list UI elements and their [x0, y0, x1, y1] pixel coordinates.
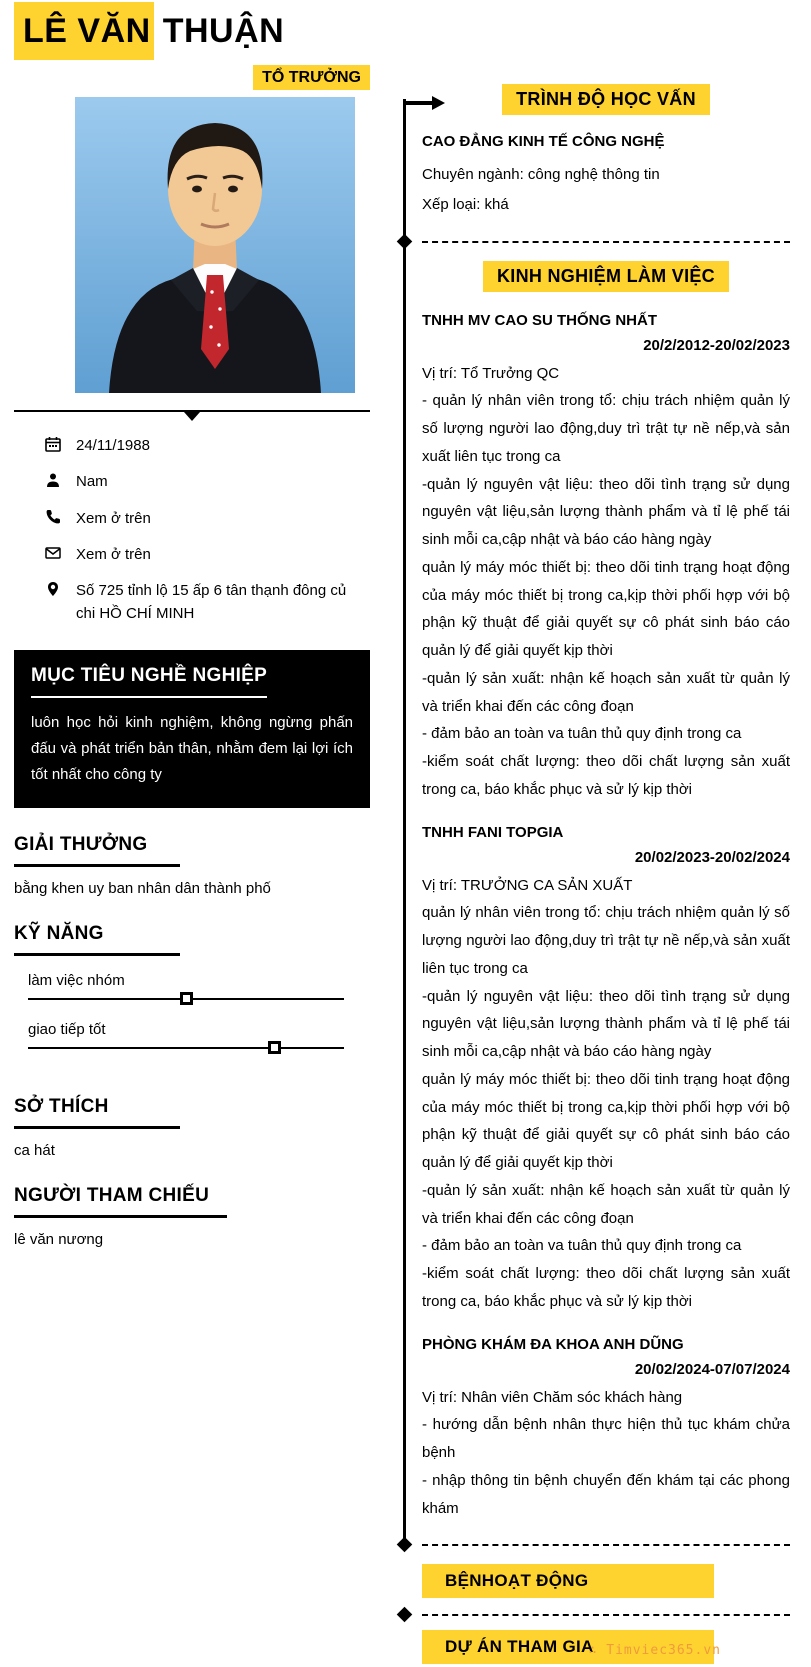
info-row-gender	[45, 470, 370, 493]
job-detail: - đảm bảo an toàn va tuân thủ quy định trong ca	[422, 1237, 742, 1255]
person-icon	[45, 472, 61, 488]
education-major: Chuyên ngành: công nghệ thông tin	[422, 166, 660, 183]
section-separator	[422, 1614, 790, 1616]
job-detail: -quản lý nguyên vật liệu: theo dõi tình trạng sử dụng nguyên vật liệu,sản lượng thành phẩm và tỉ lệ phế tái sinh mỗi ca,cập nhật và báo cáo hàng ngày	[422, 475, 790, 548]
job-detail: - hướng dẫn bệnh nhân thực hiện thủ tục khám chửa bệnh	[422, 1416, 790, 1461]
section-separator	[422, 1544, 790, 1546]
job-detail: quản lý máy móc thiết bị: theo dõi tinh trạng hoạt động của máy móc thiết bị trong ca,kịp thời phối hợp với bộ phận kỹ thuật để giải quyết sự cô phát sinh báo cáo quản lý để giải quyết kịp thời	[422, 558, 790, 659]
job-role: Vị trí: Nhân viên Chăm sóc khách hàng	[422, 1388, 683, 1406]
job-company: PHÒNG KHÁM ĐA KHOA ANH DŨNG	[422, 1335, 684, 1353]
skill-label: giao tiếp tốt	[28, 1021, 106, 1039]
experience-header	[422, 261, 790, 292]
job-entry-1	[422, 312, 790, 804]
location-icon	[45, 581, 61, 597]
phone-value: Xem ở trên	[76, 509, 151, 527]
awards-title: GIẢI THƯỞNG	[14, 834, 180, 867]
photo-divider	[14, 410, 370, 412]
job-detail: -quản lý sản xuất: nhận kế hoạch sản xuất từ quản lý và triển khai đến các công đoạn	[422, 1181, 790, 1227]
activities-title: BỆNHOẠT ĐỘNG	[422, 1564, 714, 1598]
left-column	[14, 12, 370, 1248]
skill-item	[14, 972, 370, 1000]
job-period: 20/02/2024-07/07/2024	[634, 1360, 790, 1378]
education-school: CAO ĐẲNG KINH TẾ CÔNG NGHỆ	[422, 133, 665, 150]
job-detail: - nhập thông tin bệnh chuyển đến khám tại các phong khám	[422, 1471, 790, 1517]
profile-photo	[75, 97, 355, 393]
skills-section	[14, 897, 370, 1049]
job-detail: quản lý nhân viên trong tổ: chịu trách nhiệm quản lý số lượng người lao động,duy trì trật tự nề nếp,và sản xuất liên tục trong ca	[422, 904, 790, 977]
education-header	[422, 84, 790, 115]
hobbies-section	[14, 1070, 370, 1159]
email-value: Xem ở trên	[76, 545, 151, 563]
job-detail: -quản lý sản xuất: nhận kế hoạch sản xuất từ quản lý và triển khai đến các công đoạn	[422, 669, 790, 715]
skill-slider[interactable]	[28, 1047, 344, 1049]
skill-item	[14, 1021, 370, 1049]
birthday-value: 24/11/1988	[76, 437, 150, 454]
skill-slider-handle[interactable]	[268, 1041, 281, 1054]
job-entry-2	[422, 824, 790, 1316]
email-icon	[45, 545, 61, 561]
hobbies-text: ca hát	[14, 1142, 55, 1160]
job-detail: - đảm bảo an toàn va tuân thủ quy định trong ca	[422, 725, 742, 743]
phone-icon	[45, 509, 61, 525]
references-title: NGƯỜI THAM CHIẾU	[14, 1185, 227, 1218]
job-period: 20/02/2023-20/02/2024	[634, 848, 790, 866]
job-detail: -kiểm soát chất lượng: theo dõi chất lượng sản xuất trong ca, báo khắc phục và sử lý kịp thời	[422, 1265, 790, 1310]
education-title: TRÌNH ĐỘ HỌC VẤN	[502, 84, 710, 115]
candidate-name	[14, 12, 370, 51]
job-detail: - quản lý nhân viên trong tổ: chịu trách nhiệm quản lý số lượng người lao động,duy trì trật tự nề nếp,và sản xuất liên tục trong ca	[422, 392, 790, 465]
references-text: lê văn nương	[14, 1231, 104, 1249]
section-separator	[422, 241, 790, 243]
info-row-phone	[45, 507, 370, 530]
position-row	[14, 69, 370, 87]
info-row-email	[45, 543, 370, 566]
position-label: TỔ TRƯỞNG	[253, 65, 370, 90]
objective-section	[14, 650, 370, 809]
job-role: Vị trí: TRƯỞNG CA SẢN XUẤT	[422, 876, 633, 894]
job-company: TNHH MV CAO SU THỐNG NHẤT	[422, 311, 657, 329]
job-company: TNHH FANI TOPGIA	[422, 823, 564, 841]
hobbies-title: SỞ THÍCH	[14, 1096, 180, 1129]
job-period: 20/2/2012-20/02/2023	[643, 336, 790, 354]
skill-label: làm việc nhóm	[28, 972, 125, 990]
timeline-line	[403, 99, 406, 1541]
job-detail: -quản lý nguyên vật liệu: theo dõi tình trạng sử dụng nguyên vật liệu,sản lượng thành phẩm và tỉ lệ phế tái sinh mỗi ca,cập nhật và báo cáo hàng ngày	[422, 987, 790, 1060]
job-detail: -kiểm soát chất lượng: theo dõi chất lượng sản xuất trong ca, báo khắc phục và sử lý kịp thời	[422, 753, 790, 798]
gender-value: Nam	[76, 473, 108, 491]
awards-section	[14, 808, 370, 897]
skill-slider-handle[interactable]	[180, 992, 193, 1005]
experience-title: KINH NGHIỆM LÀM VIỆC	[483, 261, 729, 292]
info-row-birthday	[45, 434, 370, 457]
education-grade: Xếp loại: khá	[422, 196, 509, 214]
watermark: ∴ Timviec365.vn	[588, 1643, 721, 1658]
objective-title: MỤC TIÊU NGHỀ NGHIỆP	[31, 665, 267, 698]
job-entry-3	[422, 1336, 790, 1523]
calendar-icon	[45, 436, 61, 452]
right-column	[422, 84, 790, 1667]
objective-text: luôn học hỏi kinh nghiệm, không ngừng phấn đấu và phát triển bản thân, nhằm đem lại lợi ích tốt nhất cho công ty	[31, 713, 353, 783]
skills-title: KỸ NĂNG	[14, 923, 180, 956]
personal-info-list	[14, 434, 370, 626]
job-role: Vị trí: Tổ Trưởng QC	[422, 364, 560, 382]
projects-title: DỰ ÁN THAM GIA	[422, 1630, 714, 1664]
skill-slider[interactable]	[28, 998, 344, 1000]
awards-text: bằng khen uy ban nhân dân thành phố	[14, 880, 271, 898]
address-value: Số 725 tỉnh lộ 15 ấp 6 tân thạnh đông củ chi HỒ CHÍ MINH	[76, 582, 347, 623]
info-row-address	[45, 579, 370, 626]
candidate-name-highlight: LÊ VĂN	[14, 2, 154, 60]
references-section	[14, 1159, 370, 1248]
candidate-name-rest: THUẬN	[162, 12, 285, 50]
job-detail: quản lý máy móc thiết bị: theo dõi tinh trạng hoạt động của máy móc thiết bị trong ca,kịp thời phối hợp với bộ phận kỹ thuật để giải quyết sự cô phát sinh báo cáo quản lý để giải quyết kịp thời	[422, 1070, 790, 1171]
